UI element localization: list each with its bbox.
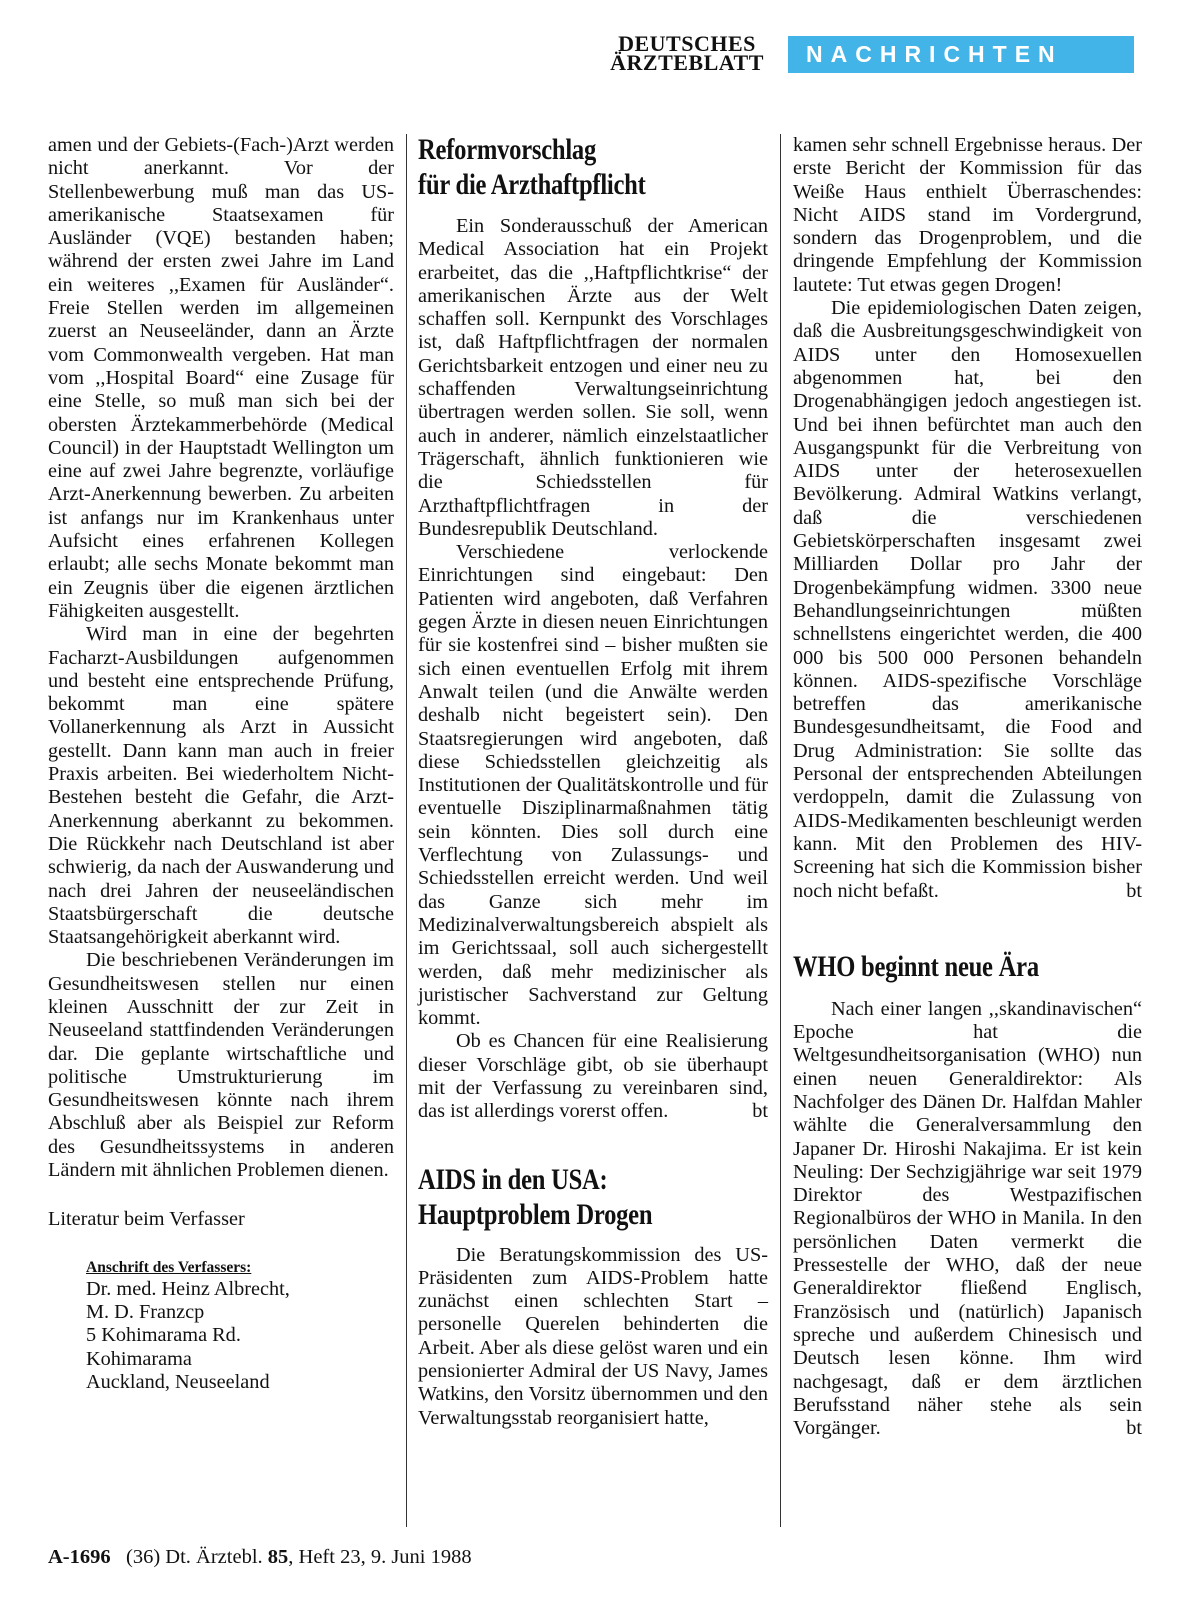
body-paragraph: Ein Sonderausschuß der American Medical Association hat ein Projekt erarbeitet, das die ,,Haftpflichtkrise“ der amerikanischen Ärzte aus der Welt schaffen soll. Kernpunkt des Vorschlages ist, daß Haftpflichtfragen der normalen Gerichtsbarkeit entzogen und einer neu zu schaffenden Verwaltungseinrichtung übertragen werden sollen. Sie soll, wenn auch in anderer, nämlich einzelstaatlicher Trägerschaft, ähnlich funktionieren wie die Schiedsstellen für Arzthaftpflichtfragen in der Bundesrepublik Deutschland. [418,215,768,540]
page-footer [48,1546,472,1569]
address-line: M. D. Franzcp [86,1300,205,1323]
column-left [48,134,394,1394]
body-paragraph: kamen sehr schnell Ergebnisse heraus. Der erste Bericht der Kommission für das Weiße Haus enthielt Überraschendes: Nicht AIDS stand im Vordergrund, sondern das Drogenproblem, und die dringende Empfehlung der Kommission lautete: Tut etwas gegen Drogen! [793,134,1142,296]
journal-name-line2: ÄRZTEBLATT [610,50,764,75]
article-headline: WHO beginnt neue Ära [793,949,1039,983]
volume-number: 85 [267,1546,289,1568]
column-right [793,134,1142,1440]
headline-line: für die Arzthaftpflicht [418,168,646,201]
journal-masthead [601,31,773,75]
body-paragraph: Die beschriebenen Veränderungen im Gesundheitswesen stellen nur einen kleinen Ausschnitt der zur Zeit in Neuseeland stattfindenden Veränderungen dar. Die geplante wirtschaftliche und politische Umstrukturierung im Gesundheitswesen könnte nach ihrem Abschluß aber als Beispiel zur Reform des Gesundheitssystems in anderen Ländern mit ähnlichen Problemen dienen. [48,949,394,1182]
body-paragraph: amen und der Gebiets-(Fach-)Arzt werden nicht anerkannt. Vor der Stellenbewerbung muß man das US-amerikanische Staatsexamen für Ausländer (VQE) bestanden haben; während der ersten zwei Jahre im Land ein weiteres ,,Examen für Ausländer“. Freie Stellen werden im allgemeinen zuerst an Neuseeländer, dann an Ärzte vom Commonwealth vergeben. Hat man vom ,,Hospital Board“ eine Zusage für eine Stelle, so muß man sich bei der obersten Ärztekammerbehörde (Medical Council) in der Hauptstadt Wellington um eine auf zwei Jahre begrenzte, vorläufige Arzt-Anerkennung bewerben. Zu arbeiten ist anfangs nur im Krankenhaus unter Aufsicht eines erfahrenen Kollegen erlaubt; alle sechs Monate bekommt man ein Zeugnis über die eigenen ärztlichen Fähigkeiten ausgestellt. [48,134,394,622]
body-paragraph: Verschiedene verlockende Einrichtungen sind eingebaut: Den Patienten wird angeboten, daß Verfahren gegen Ärzte in diesen neuen Einrichtungen für sie kostenfrei sind – bisher mußten sie sich einen eventuellen Erfolg mit ihrem Anwalt teilen (und die Anwälte werden deshalb nicht begeistert sein). Den Staatsregierungen wird angeboten, daß diese Schiedsstellen gleichzeitig als Institutionen der Qualitätskontrolle und für eventuelle Disziplinarmaßnahmen tätig sein könnten. Dies soll durch eine Verflechtung von Zulassungs- und Schiedsstellen erreicht werden. Und weil das Ganze sich mehr im Medizinalverwaltungsbereich abspielt als im Gerichtssaal, soll auch sichergestellt werden, daß mehr medizinischer als juristischer Sachverstand zur Geltung kommt. [418,541,768,1030]
article-headline [418,132,768,202]
footer-issue: , Heft 23, 9. Juni 1988 [288,1546,472,1568]
body-paragraph: Die Beratungskommission des US-Präsidenten zum AIDS-Problem hatte zunächst einen schlechten Start – personelle Querelen behinderten die Arbeit. Aber als diese gelöst waren und ein pensionierter Admiral der US Navy, James Watkins, den Vorsitz übernommen und den Verwaltungsstab reorganisiert hatte, [418,1243,768,1429]
paragraph-text: Nach einer langen ,,skandinavischen“ Epoche hat die Weltgesundheitsorganisation (WHO) nun einen neuen Generaldirektor: Als Nachfolger des Dänen Dr. Halfdan Mahler wählte die Generalversammlung den Japaner Dr. Hiroshi Nakajima. Er ist kein Neuling: Der Sechzigjährige war seit 1979 Direktor des Westpazifischen Regionalbüros der WHO in Manila. In den persönlichen Daten vermerkt die Pressestelle der WHO, daß der neue Generaldirektor fließend Englisch, Französisch und (natürlich) Japanisch spreche und außerdem Chinesisch und Deutsch lesen könne. Ihm wird nachgesagt, daß er dem ärztlichen Berufsstand näher stehe als sein Vorgänger. [793,997,1142,1440]
column-divider [406,134,407,1527]
author-address [48,1278,394,1394]
author-signature: bt [752,1100,768,1123]
column-divider [780,134,781,1527]
address-line: 5 Kohimarama Rd. [86,1324,241,1347]
headline-line: AIDS in den USA: [418,1162,608,1196]
column-middle [418,134,768,1430]
paragraph-text: Die epidemiologischen Daten zeigen, daß die Ausbreitungsgeschwindigkeit von AIDS unter den Homosexuellen abgenommen hat, bei den Drogenabhängigen jedoch angestiegen ist. Und bei ihnen befürchtet man auch den Ausgangspunkt für die Verbreitung von AIDS unter der heterosexuellen Bevölkerung. Admiral Watkins verlangt, daß die verschiedenen Gebietskörperschaften insgesamt zwei Milliarden Dollar pro Jahr der Drogenbekämpfung widmen. 3300 neue Behandlungseinrichtungen müßten schnellstens eingerichtet werden, die 400 000 bis 500 000 Personen behandeln können. AIDS-spezifische Vorschläge betreffen das amerikanische Bundesgesundheitsamt, die Food and Drug Administration: Sie sollte das Personal der entsprechenden Abteilungen verdoppeln, damit die Zulassung von AIDS-Medikamenten beschleunigt werden kann. Mit den Problemen des HIV-Screening hat sich die Kommission bisher noch nicht befaßt. [793,297,1142,902]
author-signature: bt [1126,1417,1142,1440]
footer-citation: (36) Dt. Ärztebl. [126,1546,263,1568]
author-signature: bt [1126,879,1142,902]
section-label: NACHRICHTEN [788,36,1134,73]
headline-line: Reformvorschlag [418,133,597,166]
body-paragraph [418,1030,768,1123]
paragraph-text: Ob es Chancen für eine Realisierung dieser Vorschläge gibt, ob sie überhaupt mit der Verfassung zu vereinbaren sind, das ist allerdings vorerst offen. [418,1030,768,1123]
page-code: A-1696 [48,1546,111,1568]
address-heading: Anschrift des Verfassers: [86,1258,252,1276]
headline-line: Hauptproblem Drogen [418,1197,653,1231]
address-line: Auckland, Neuseeland [86,1370,270,1393]
address-line: Kohimarama [86,1347,192,1370]
body-paragraph [793,297,1142,903]
journal-name-line1: DEUTSCHES [618,31,756,56]
article-headline [418,1162,768,1232]
literature-note: Literatur beim Verfasser [48,1208,245,1231]
body-paragraph: Wird man in eine der begehrten Facharzt-Ausbildungen aufgenommen und besteht eine entsprechende Prüfung, bekommt man eine spätere Vollanerkennung als Arzt in Aussicht gestellt. Dann kann man auch in freier Praxis arbeiten. Bei wiederholtem Nicht-Bestehen besteht die Gefahr, die Arzt-Anerkennung aberkannt zu bekommen. Die Rückkehr nach Deutschland ist aber schwierig, da nach der Auswanderung und nach drei Jahren der neuseeländischen Staatsbürgerschaft die deutsche Staatsangehörigkeit aberkannt wird. [48,623,394,949]
body-paragraph [793,998,1142,1441]
address-line: Dr. med. Heinz Albrecht, [86,1277,290,1300]
